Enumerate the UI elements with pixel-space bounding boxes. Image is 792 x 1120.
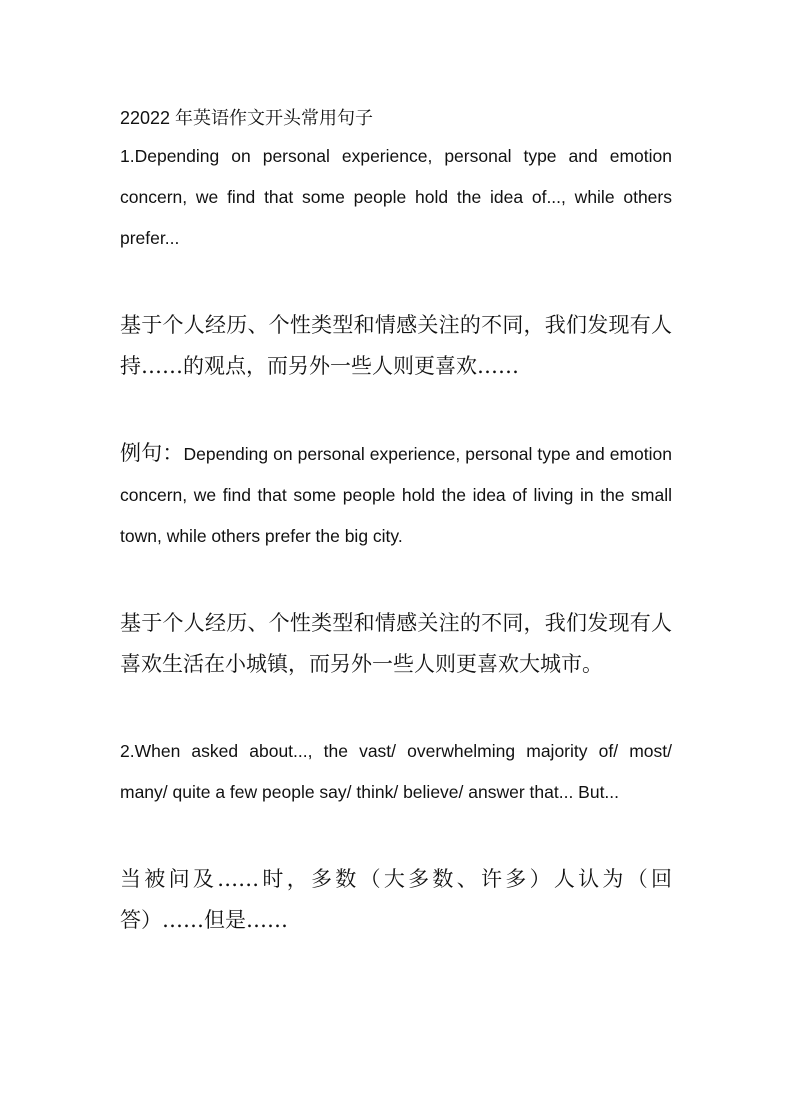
paragraph-gap [120, 387, 672, 433]
phrase-1-chinese: 基于个人经历、个性类型和情感关注的不同，我们发现有人持……的观点，而另外一些人则更喜欢…… [120, 313, 672, 378]
paragraph-gap [120, 557, 672, 603]
phrase-1-english: 1.Depending on personal experience, personal type and emotion concern, we find that some people hold the idea of..., while others prefer... [120, 146, 672, 248]
paragraph-gap [120, 259, 672, 305]
document-page [120, 100, 672, 941]
paragraph-gap [120, 813, 672, 859]
example-english: Depending on personal experience, personal type and emotion concern, we find that some people hold the idea of living in the small town, while others prefer the big city. [120, 444, 673, 546]
phrase-1-example [120, 433, 672, 557]
phrase-2-chinese: 当被问及……时，多数（大多数、许多）人认为（回答）……但是…… [120, 867, 672, 932]
paragraph-gap [120, 685, 672, 731]
phrase-2-english: 2.When asked about..., the vast/ overwhelming majority of/ most/ many/ quite a few people say/ think/ believe/ answer that... But... [120, 741, 672, 802]
phrase-1-example-chinese: 基于个人经历、个性类型和情感关注的不同，我们发现有人喜欢生活在小城镇，而另外一些人则更喜欢大城市。 [120, 611, 672, 676]
document-title: 22022 年英语作文开头常用句子 [120, 108, 374, 128]
example-prefix: 例句： [120, 441, 184, 465]
